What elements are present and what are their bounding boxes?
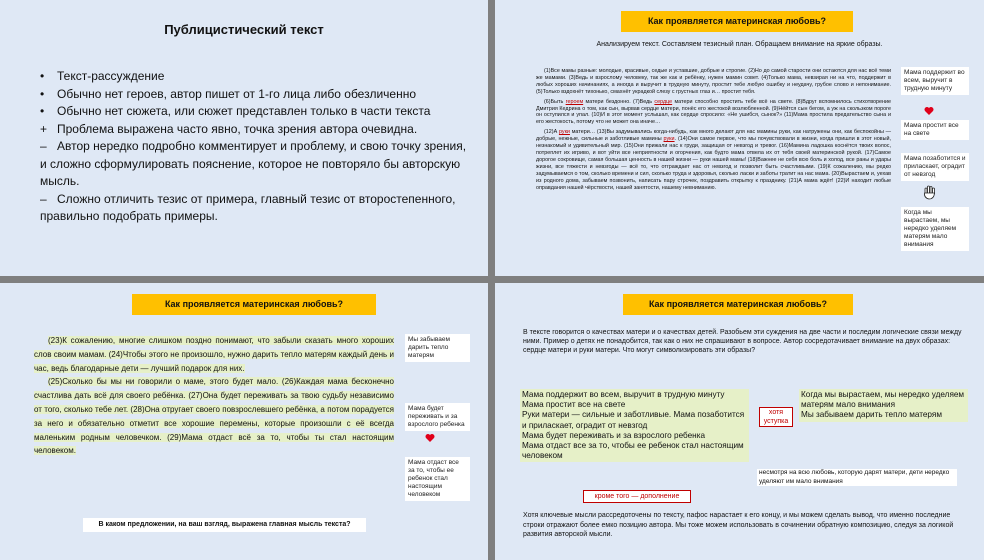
bullet-item xyxy=(40,68,470,86)
hand-icon xyxy=(923,185,936,200)
slide-3[interactable] xyxy=(0,283,488,560)
slide-4[interactable] xyxy=(495,283,984,560)
text-run: (6)Быть xyxy=(544,98,566,105)
mother-line: Мама будет переживать и за взрослого ребенка xyxy=(522,430,706,440)
heart-icon xyxy=(924,106,934,116)
besides-label: кроме того — дополнение xyxy=(583,490,691,503)
text-run: матери… (13)Вы задумывались когда-нибудь, как много делают для нас мамины руки, как натружены они, как беспокойны — добрые, нежные, сильные и заботливые мамины xyxy=(536,129,891,143)
bullet-text: Текст-рассуждение xyxy=(57,69,165,83)
note-warmth: Мы забываем дарить тепло матерям xyxy=(405,334,470,362)
slide-2-source-text xyxy=(536,68,891,191)
slide-2-subtitle: Анализируем текст. Составляем тезисный план. Обращаем внимание на яркие образы. xyxy=(596,41,883,48)
concession-label: хотя уступка xyxy=(759,407,793,427)
source-paragraph xyxy=(536,99,891,127)
text-run: матери бездонно. (7)Ведь xyxy=(583,98,655,105)
highlighted-text: (25)Сколько бы мы ни говорили о маме, этого будет мало. (26)Каждая мама бесконечно счастлива дать всё для своего ребёнка. (27)Она будет переживать за твою судьбу независимо от того, сколько тебе лет. (28)Она отругает своего повзрослевшего ребёнка, а потом порадуется за него и обязательно отметит все хорошие перемены, которые произошли с её всегда маленьким родным человечком. (29)Мама отдаст всё за то, чтобы ты стал настоящим человеком. xyxy=(34,377,394,456)
children-line: Мы забываем дарить тепло матерям xyxy=(801,410,942,420)
highlighted-text: (23)К сожалению, многие слишком поздно понимают, что забыли сказать много хороших слов своим мамам. (24)Чтобы этого не произошло, нужно дарить тепло матерям каждый день и час, ведь благодарные дети — лучший подарок для них. xyxy=(34,336,394,373)
despite-note: несмотря на всю любовь, которую дарят матери, дети нередко уделяют им мало внимания xyxy=(757,469,957,486)
highlight-word: сердце xyxy=(654,98,673,105)
bullet-item xyxy=(40,191,470,226)
source-paragraph xyxy=(34,375,394,458)
note-worry: Мама будет переживать и за взрослого ребенка xyxy=(405,403,470,431)
note-care: Мама позаботится и приласкает, оградит от невзгод xyxy=(901,153,969,181)
bullet-item xyxy=(40,138,470,191)
bullet-marker: • xyxy=(40,69,45,83)
bullet-item xyxy=(40,103,470,121)
slide-3-source-text xyxy=(34,334,394,458)
slide-3-header: Как проявляется материнская любовь? xyxy=(132,294,376,315)
slide-2-header: Как проявляется материнская любовь? xyxy=(621,11,853,32)
slide-4-conclusion: Хотя ключевые мысли рассредоточены по тексту, пафос нарастает к его концу, и мы можем сделать вывод, что именно последние строки отражают более емко позицию автора. Мы тоже можем использовать в сочинении обратную композицию, следуя за логикой развития авторской мысли. xyxy=(523,512,954,538)
source-paragraph xyxy=(34,334,394,375)
bullet-marker: + xyxy=(40,121,48,136)
slide-4-header: Как проявляется материнская любовь? xyxy=(623,294,853,315)
bullet-text: Обычно нет героев, автор пишет от 1-го лица либо обезличенно xyxy=(57,86,417,101)
mother-line: Мама поддержит во всем, выручит в трудную минуту xyxy=(522,390,725,399)
bullet-marker: – xyxy=(40,191,47,206)
bullet-text: Сложно отличить тезис от примера, главный тезис от второстепенного, правильно подобрать примеры. xyxy=(40,191,456,223)
bullet-item xyxy=(40,121,470,139)
bullet-marker: • xyxy=(40,86,45,101)
text-run: матери способно простить тебе всё на свете. (8)Вдруг вспомнилось стихотворение Дмитрия Кедрина о том, как сын, вырвав сердце матери, понёс его жестокой возлюбленной. (9)Нёйтся сын бегом, а уж на скользком пороге он оступился и упал. (10)И в этот момент услышал, как сердце спросило: «Не ушибся, сынок?» (11)Мама простила предательство сына и его жестокость, потому что не может она иначе… xyxy=(536,98,891,126)
slide-2[interactable] xyxy=(495,0,984,276)
bullet-text: Автор нередко подробно комментирует и проблему, и свою точку зрения, и сложно сформулировать пояснение, которое не повторяло бы авторскую мысль. xyxy=(40,139,467,188)
note-give-all: Мама отдаст все за то, чтобы ее ребенок стал настоящим человеком xyxy=(405,457,470,501)
text-run: . (14)Они самое первое, что мы почувствовали в жизни, когда пришли в этот новый, незнакомый и удивительный мир. (15)Они прижали нас к груди, защищая от невзгод и тревог. (16)Мамина ладошка коснётся твоих волос, потреплет их игриво, и вот уйти все неприятности и огорчения, как будто мама отвела их от тебя своей материнской рукой. (17)Самое дорогое сокровище, самая большая ценность в нашей жизни — руки нашей мамы! (18)Важнее не себя всю боль и холод, все раны и удары жизни, все тяжести и невзгоды — всё то, что отграждает нас от невзгод и позволит быть счастливыми. (19)К сожалению, мы редко задумываемся о том, сколько времени и сил, сколько труда и здоровья, сколько ласки и заботы тратит на нас мама. (20)Вырастаем и, уехав из родного дома, забываем позвонить, написать пару строчек, поздравить открытку к празднику. (21)А мама ждёт! (22)И находит любые оправдания нашей чёрствости, нашей занятости, нашему невниманию. xyxy=(536,136,891,191)
mother-line: Мама отдаст все за то, чтобы ее ребенок стал настоящим человеком xyxy=(522,441,744,461)
highlight-word: героем xyxy=(565,98,584,105)
slide-1-bullet-list xyxy=(40,68,470,226)
bullet-text: Обычно нет сюжета, или сюжет представлен только в части текста xyxy=(57,104,431,118)
bullet-marker: – xyxy=(40,139,47,153)
highlight-word: руки xyxy=(558,129,570,136)
slide-1-title: Публицистический текст xyxy=(164,22,324,37)
mother-line: Руки матери — сильные и заботливые. Мама позаботится и приласкает, оградит от невзгод xyxy=(522,410,745,430)
bullet-marker: • xyxy=(40,104,45,118)
slide-3-question: В каком предложении, на ваш взгляд, выражена главная мысль текста? xyxy=(83,518,366,532)
bullet-text: Проблема выражена часто явно, точка зрения автора очевидна. xyxy=(57,121,418,136)
text-run: (12)А xyxy=(544,129,559,136)
bullet-item xyxy=(40,86,470,104)
children-line: Когда мы вырастаем, мы нередко уделяем матерям мало внимания xyxy=(801,390,965,410)
source-paragraph: (1)Все мамы разные: молодые, красивые, седые и уставшие, добрые и строгие. (2)Но до самой старости они остаются для нас всё теми же мамами. (3)Ведь и взрослому человеку, так же как и ребёнку, нужен мамин совет. (4)Только мама, невзирая ни на что, поддержит в любых хороших начинаниях, а иногда и выручит в трудную минуту, простит тебе любую ошибку и неудачу, грубое слово и непонимание. (5)Только вздохнёт тихонько, смахнёт украдкой слезу с грустных глаз и… простит тебя. xyxy=(536,68,891,95)
source-paragraph xyxy=(536,129,891,191)
note-forgive: Мама простит все на свете xyxy=(901,120,969,140)
slide-1[interactable] xyxy=(0,0,488,276)
note-support: Мама поддержит во всем, выручит в трудную минуту xyxy=(901,67,969,95)
slide-4-children-list xyxy=(799,389,968,422)
note-attention: Когда мы вырастаем, мы нередко уделяем матерям мало внимания xyxy=(901,207,969,251)
mother-line: Мама простит все на свете xyxy=(522,400,626,410)
highlight-word: руки xyxy=(663,136,675,143)
slide-4-mother-list xyxy=(520,389,749,462)
slide-4-intro: В тексте говорится о качествах матери и о качествах детей. Разобьем эти суждения на две части и последим логические связи между ними. Пример о детях не понадобится, так как о них не спрашивают в вопросе. Автор сосредотачивает внимание на двух образах: сердце матери и руки матери. Что могут символизировать эти образы? xyxy=(523,329,962,355)
heart-icon xyxy=(425,433,435,443)
